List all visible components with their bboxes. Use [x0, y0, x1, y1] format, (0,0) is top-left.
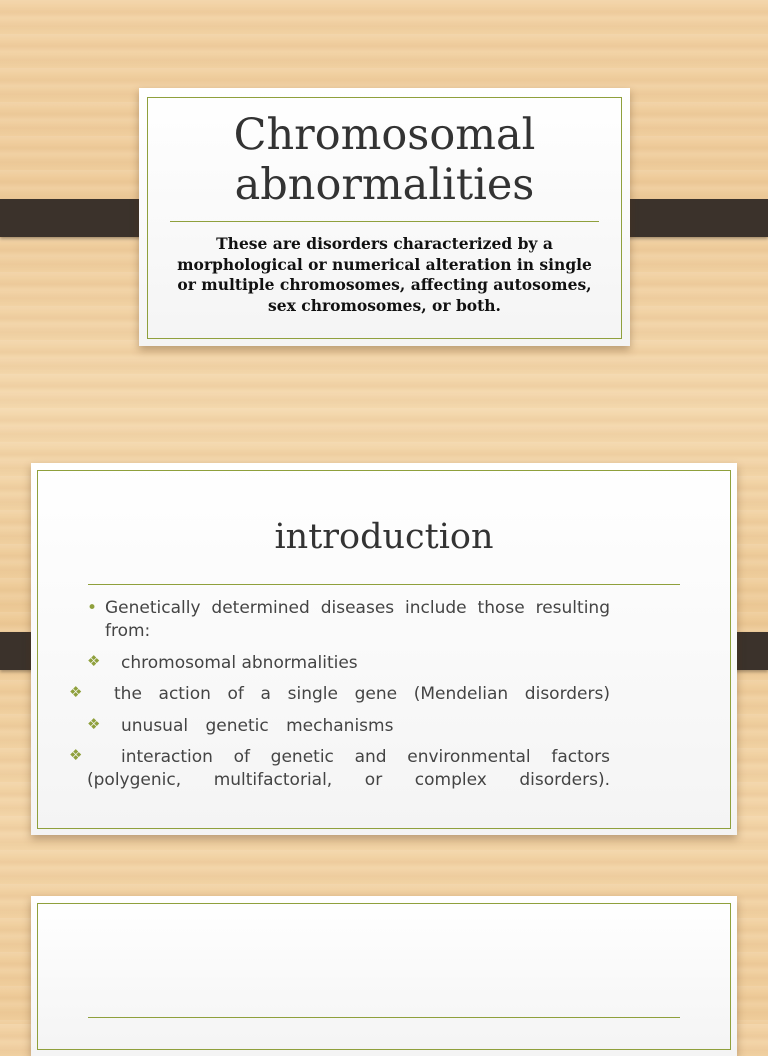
bullet-item [87, 715, 610, 738]
bullet-item [87, 652, 610, 675]
slide2-divider [88, 584, 680, 585]
slide3-card[interactable] [31, 896, 737, 1056]
slide1-title-line2: abnormalities [234, 160, 535, 210]
slide3-divider [88, 1017, 680, 1018]
diamond-bullet-icon: ❖ [69, 683, 83, 701]
diamond-bullet-icon: ❖ [87, 714, 101, 733]
bullet-text: interaction of genetic and environmental factors (polygenic, multifactorial, or complex disorders). [87, 747, 610, 790]
bullet-text: chromosomal abnormalities [121, 652, 358, 673]
bullet-item [87, 597, 610, 643]
diamond-bullet-icon: ❖ [87, 651, 101, 670]
slide2-title: introduction [274, 517, 494, 557]
bullet-text: unusual genetic mechanisms [121, 715, 394, 736]
slide1-subtitle: These are disorders characterized by a morphological or numerical alteration in single or multiple chromosomes, affecting autosomes, sex chromosomes, or both. [177, 234, 592, 315]
diamond-bullet-icon: ❖ [69, 746, 83, 764]
slide2-bullet-list [69, 597, 610, 801]
slide1-left-band [0, 199, 155, 237]
slide2-card[interactable] [31, 463, 737, 835]
round-bullet-icon: • [87, 598, 98, 618]
slide1-title [139, 110, 630, 210]
slide1-title-line1: Chromosomal [233, 110, 536, 160]
bullet-item [69, 683, 610, 706]
bullet-item [69, 746, 610, 792]
slide1-right-band [613, 199, 768, 237]
bullet-text: the action of a single gene (Mendelian disorders) [114, 684, 610, 704]
bullet-text: Genetically determined diseases include those resulting from: [105, 598, 610, 641]
slide1-card[interactable] [139, 88, 630, 346]
slide1-divider [170, 221, 599, 222]
slide3-frame [37, 903, 731, 1050]
